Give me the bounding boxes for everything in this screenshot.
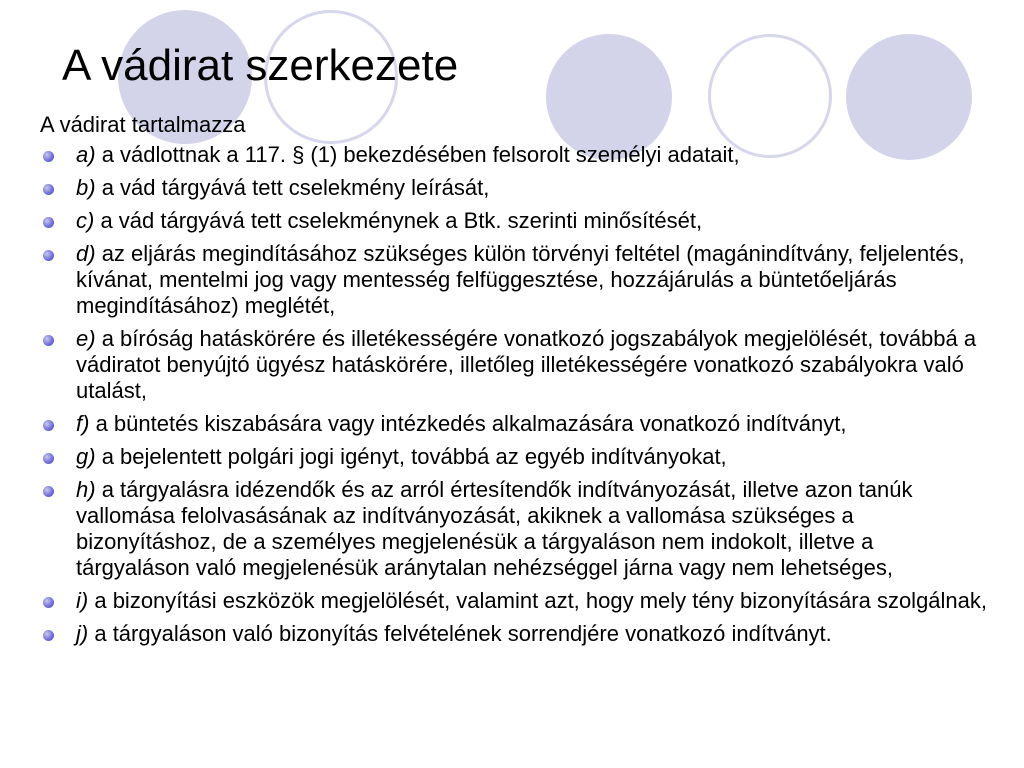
list-item [40, 588, 990, 614]
item-marker: e) [76, 326, 96, 351]
item-marker: g) [76, 444, 96, 469]
list-item [40, 241, 990, 319]
list-item [40, 326, 990, 404]
list-item [40, 411, 990, 437]
item-text: a bizonyítási eszközök megjelölését, valamint azt, hogy mely tény bizonyítására szolgálnak, [94, 588, 988, 613]
item-text: a bíróság hatáskörére és illetékességére vonatkozó jogszabályok megjelölését, továbbá a vádiratot benyújtó ügyész hatáskörére, illetőleg illetékességére vonatkozó szabályokra való utalást, [76, 326, 977, 403]
disc-bullet-icon [43, 217, 54, 228]
list-item [40, 477, 990, 581]
item-text: a vád tárgyává tett cselekmény leírását, [101, 175, 490, 200]
list-item [40, 175, 990, 201]
item-marker: h) [76, 477, 96, 502]
disc-bullet-icon [43, 630, 54, 641]
item-text: a büntetés kiszabására vagy intézkedés alkalmazására vonatkozó indítványt, [95, 411, 847, 436]
item-text: a vádlottnak a 117. § (1) bekezdésében felsorolt személyi adatait, [101, 142, 740, 167]
item-marker: i) [76, 588, 89, 613]
item-text: a tárgyalásra idézendők és az arról értesítendők indítványozását, illetve azon tanúk vallomása felolvasásának az indítványozását, akiknek a vallomása szükséges a bizonyításhoz, de a személyes megjelenésük a tárgyaláson nem indokolt, illetve a tárgyaláson való megjelenésük aránytalan nehézséggel járna vagy nem lehetséges, [76, 477, 913, 580]
disc-bullet-icon [43, 486, 54, 497]
disc-bullet-icon [43, 151, 54, 162]
disc-bullet-icon [43, 597, 54, 608]
item-text: az eljárás megindításához szükséges külön törvényi feltétel (magánindítvány, feljelentés, kívánat, mentelmi jog vagy mentesség felfüggesztése, hozzájárulás a büntetőeljárás megindításához) meglétét, [76, 241, 965, 318]
slide-title: A vádirat szerkezete [62, 41, 459, 90]
item-marker: a) [76, 142, 96, 167]
disc-bullet-icon [43, 453, 54, 464]
item-marker: f) [76, 411, 90, 436]
list-item [40, 142, 990, 168]
disc-bullet-icon [43, 335, 54, 346]
list-item [40, 444, 990, 470]
list-item [40, 208, 990, 234]
item-marker: b) [76, 175, 96, 200]
item-marker: d) [76, 241, 96, 266]
disc-bullet-icon [43, 184, 54, 195]
item-text: a vád tárgyává tett cselekménynek a Btk. szerinti minősítését, [100, 208, 703, 233]
list-item [40, 621, 990, 647]
item-marker: j) [76, 621, 89, 646]
disc-bullet-icon [43, 250, 54, 261]
item-text: a bejelentett polgári jogi igényt, továbbá az egyéb indítványokat, [101, 444, 727, 469]
item-text: a tárgyaláson való bizonyítás felvételének sorrendjére vonatkozó indítványt. [94, 621, 832, 646]
slide-body [40, 112, 990, 654]
bullet-list [40, 142, 990, 647]
intro-text: A vádirat tartalmazza [40, 112, 246, 137]
item-marker: c) [76, 208, 95, 233]
disc-bullet-icon [43, 420, 54, 431]
